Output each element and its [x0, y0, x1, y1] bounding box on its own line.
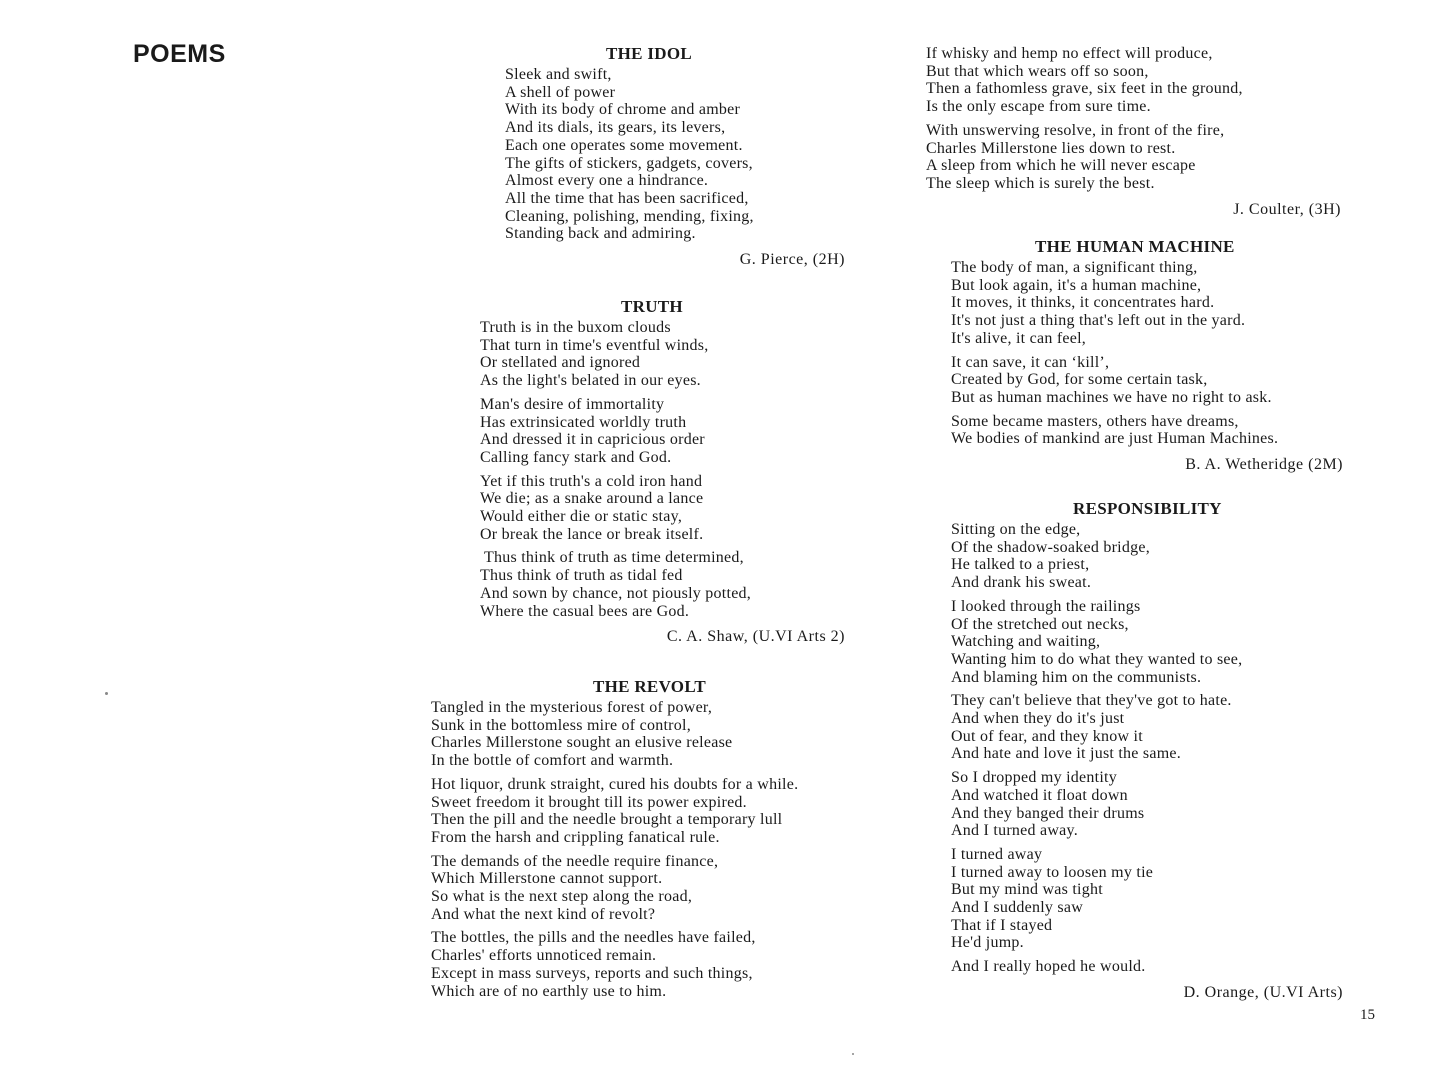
- poem-line: But look again, it's a human machine,: [951, 276, 1202, 294]
- poem-line: And they banged their drums: [951, 804, 1145, 822]
- poem-title: THE IDOL: [606, 44, 693, 63]
- poem-author: B. A. Wetheridge (2M): [1185, 456, 1343, 474]
- poem-line: Or stellated and ignored: [480, 354, 641, 372]
- stanza: [480, 473, 845, 544]
- poem-line: Of the shadow-soaked bridge,: [951, 538, 1150, 556]
- stanza: [480, 319, 845, 390]
- page-number: 15: [1360, 1007, 1375, 1023]
- poem-line: Hot liquor, drunk straight, cured his doubts for a while.: [431, 775, 799, 793]
- poem-line: And hate and love it just the same.: [951, 745, 1182, 763]
- poem-line: Created by God, for some certain task,: [951, 371, 1208, 389]
- poem-line: All the time that has been sacrificed,: [505, 189, 749, 207]
- poem-line: And I turned away.: [951, 822, 1078, 840]
- poem-line: And dressed it in capricious order: [480, 431, 705, 449]
- stanza: [951, 769, 1343, 840]
- poem-line: Truth is in the buxom clouds: [480, 319, 671, 336]
- poem-line: And when they do it's just: [951, 710, 1125, 728]
- poem-line: But as human machines we have no right to ask.: [951, 388, 1272, 406]
- stanza: [951, 259, 1343, 348]
- poem-line: Thus think of truth as tidal fed: [480, 567, 683, 585]
- poem-line: Charles' efforts unnoticed remain.: [431, 947, 657, 965]
- poem-line: But my mind was tight: [951, 881, 1103, 899]
- stanza: [926, 122, 1341, 193]
- stanza: [505, 66, 845, 243]
- poem-line: Would either die or static stay,: [480, 508, 683, 526]
- poem-line: With unswerving resolve, in front of the fire,: [926, 121, 1225, 139]
- poem-line: It moves, it thinks, it concentrates hard.: [951, 294, 1215, 312]
- print-speck: [852, 1053, 854, 1055]
- stanza: [951, 354, 1343, 407]
- poem-title: TRUTH: [621, 297, 683, 316]
- poem-line: He talked to a priest,: [951, 556, 1090, 574]
- poem-line: Yet if this truth's a cold iron hand: [480, 472, 703, 490]
- poem-line: It's not just a thing that's left out in the yard.: [951, 312, 1246, 330]
- poem-line: Which Millerstone cannot support.: [431, 870, 663, 888]
- poem-line: Is the only escape from sure time.: [926, 98, 1151, 116]
- poem-line: Watching and waiting,: [951, 633, 1101, 651]
- stanza: [480, 396, 845, 467]
- poem-title: THE REVOLT: [593, 677, 707, 696]
- poem-line: Almost every one a hindrance.: [505, 172, 709, 190]
- poem-line: In the bottle of comfort and warmth.: [431, 752, 674, 770]
- poem-line: And I really hoped he would.: [951, 958, 1146, 976]
- poem-line: A sleep from which he will never escape: [926, 157, 1196, 175]
- stanza: [431, 699, 891, 770]
- poem-body: [505, 66, 845, 243]
- poem-line: And its dials, its gears, its levers,: [505, 119, 726, 137]
- poem-line: But that which wears off so soon,: [926, 62, 1149, 80]
- poem-line: We die; as a snake around a lance: [480, 490, 704, 508]
- poem-line: Of the stretched out necks,: [951, 615, 1129, 633]
- poem-line: Then a fathomless grave, six feet in the ground,: [926, 80, 1243, 98]
- poem-line: And what the next kind of revolt?: [431, 905, 656, 923]
- poem-line: A shell of power: [505, 83, 616, 101]
- stanza: [951, 846, 1343, 952]
- page-label: POEMS: [133, 40, 226, 68]
- poem-line: It's alive, it can feel,: [951, 329, 1087, 347]
- poem-body: [480, 319, 845, 620]
- stanza: [951, 598, 1343, 687]
- stanza: [480, 549, 845, 620]
- poem-line: I looked through the railings: [951, 597, 1141, 615]
- poem-body: [926, 45, 1341, 193]
- poem-line: Calling fancy stark and God.: [480, 448, 672, 466]
- poem-line: They can't believe that they've got to hate.: [951, 692, 1232, 710]
- poem-line: That if I stayed: [951, 916, 1053, 934]
- poem-line: He'd jump.: [951, 934, 1024, 952]
- poem-author: C. A. Shaw, (U.VI Arts 2): [666, 628, 845, 646]
- poem-line: The sleep which is surely the best.: [926, 174, 1155, 192]
- poem-line: I turned away: [951, 845, 1043, 863]
- stanza: [951, 521, 1343, 592]
- poem-line: From the harsh and crippling fanatical rule.: [431, 828, 720, 846]
- poem-author: G. Pierce, (2H): [739, 251, 845, 269]
- poem-line: Tangled in the mysterious forest of power,: [431, 699, 713, 716]
- poem-body: [951, 259, 1343, 448]
- stanza: [431, 929, 891, 1000]
- poem-line: Or break the lance or break itself.: [480, 525, 704, 543]
- poem-body: [951, 521, 1343, 976]
- poem-line: So what is the next step along the road,: [431, 888, 693, 906]
- poem-line: And I suddenly saw: [951, 899, 1084, 917]
- stanza: [951, 692, 1343, 763]
- poem-the-revolt-continued: [926, 45, 1341, 219]
- poem-line: If whisky and hemp no effect will produce,: [926, 45, 1213, 62]
- poem-author: D. Orange, (U.VI Arts): [1183, 983, 1343, 1001]
- poem-line: Sitting on the edge,: [951, 521, 1081, 538]
- stanza: [951, 958, 1343, 976]
- poem-line: As the light's belated in our eyes.: [480, 372, 701, 390]
- poem-line: And drank his sweat.: [951, 574, 1092, 592]
- poem-line: Sleek and swift,: [505, 66, 612, 83]
- poem-title: THE HUMAN MACHINE: [1035, 237, 1235, 256]
- poem-line: And sown by chance, not piously potted,: [480, 584, 752, 602]
- poem-line: Out of fear, and they know it: [951, 727, 1143, 745]
- poem-line: Wanting him to do what they wanted to see,: [951, 650, 1243, 668]
- poem-line: The body of man, a significant thing,: [951, 259, 1198, 276]
- poem-body: [431, 699, 891, 1000]
- stanza: [951, 413, 1343, 448]
- poem-line: Man's desire of immortality: [480, 395, 665, 413]
- stanza: [431, 853, 891, 924]
- poem-line: It can save, it can ‘kill’,: [951, 353, 1110, 371]
- poem-the-revolt: [431, 677, 891, 1006]
- poem-line: Sweet freedom it brought till its power expired.: [431, 793, 747, 811]
- poem-line: Except in mass surveys, reports and such things,: [431, 964, 753, 982]
- poem-line: I turned away to loosen my tie: [951, 863, 1154, 881]
- poem-line: And blaming him on the communists.: [951, 668, 1202, 686]
- poem-line: The gifts of stickers, gadgets, covers,: [505, 154, 753, 172]
- poem-author: J. Coulter, (3H): [1233, 200, 1341, 218]
- poem-line: Which are of no earthly use to him.: [431, 982, 667, 1000]
- poem-line: So I dropped my identity: [951, 769, 1117, 787]
- poem-line: Each one operates some movement.: [505, 136, 743, 154]
- poem-line: And watched it float down: [951, 786, 1128, 804]
- poem-line: With its body of chrome and amber: [505, 101, 741, 119]
- poem-line: Some became masters, others have dreams,: [951, 412, 1239, 430]
- print-speck: [105, 692, 108, 695]
- poem-the-idol: [505, 44, 845, 269]
- poem-the-human-machine: [951, 237, 1343, 474]
- poem-responsibility: [951, 499, 1343, 1002]
- poem-line: The demands of the needle require finance,: [431, 852, 719, 870]
- stanza: [926, 45, 1341, 116]
- poem-title: RESPONSIBILITY: [1073, 499, 1222, 518]
- poem-line: That turn in time's eventful winds,: [480, 336, 709, 354]
- poem-truth: [480, 297, 845, 646]
- poem-line: Standing back and admiring.: [505, 225, 696, 243]
- stanza: [431, 776, 891, 847]
- poem-line: Then the pill and the needle brought a temporary lull: [431, 811, 783, 829]
- poem-line: Charles Millerstone sought an elusive release: [431, 734, 733, 752]
- poem-line: Where the casual bees are God.: [480, 602, 690, 620]
- poem-line: Charles Millerstone lies down to rest.: [926, 139, 1176, 157]
- poem-line: Sunk in the bottomless mire of control,: [431, 716, 691, 734]
- poem-line: We bodies of mankind are just Human Machines.: [951, 430, 1279, 448]
- poem-line: Has extrinsicated worldly truth: [480, 413, 687, 431]
- poem-line: Thus think of truth as time determined,: [480, 549, 744, 567]
- poem-line: Cleaning, polishing, mending, fixing,: [505, 207, 754, 225]
- poem-line: The bottles, the pills and the needles have failed,: [431, 929, 756, 947]
